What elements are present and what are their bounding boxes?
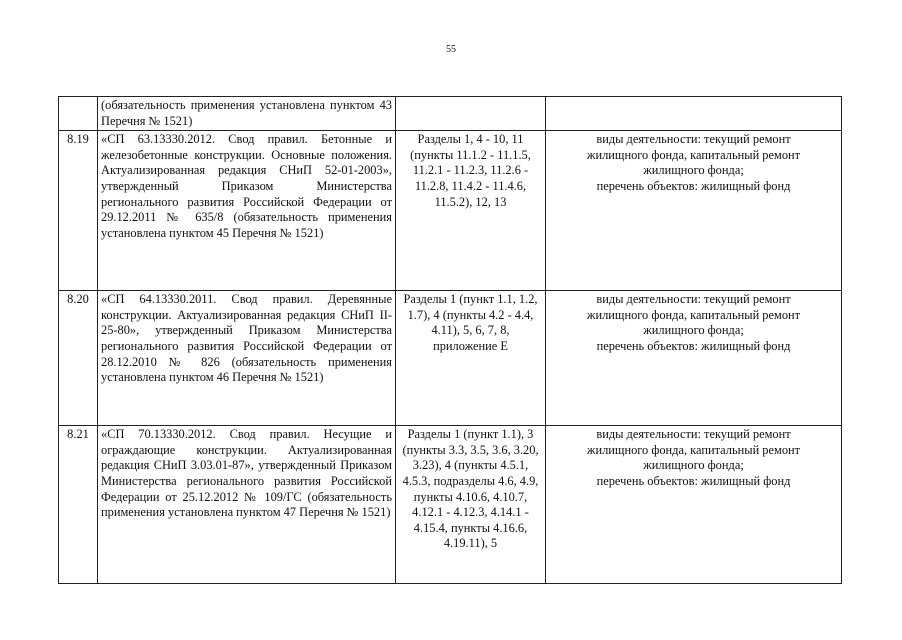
activities-cell <box>546 131 842 291</box>
document-cell: (обязательность применения установлена пунктом 43 Перечня № 1521) <box>98 97 396 131</box>
activity-line: жилищного фонда, капитальный ремонт <box>586 442 801 457</box>
standards-table <box>58 96 842 584</box>
row-number-cell: 8.19 <box>59 131 98 291</box>
document-cell: «СП 70.13330.2012. Свод правил. Несущие и ограждающие конструкции. Актуализированная редакция СНиП 3.03.01-87», утвержденный Приказом Министерства регионального развития Российской Федерации от 25.12.2012 № 109/ГС (обязательность применения установлена пунктом 47 Перечня № 1521) <box>98 426 396 584</box>
activity-line: жилищного фонда; <box>643 323 744 338</box>
activity-line: виды деятельности: текущий ремонт <box>596 292 791 307</box>
objects-line: перечень объектов: жилищный фонд <box>596 338 791 353</box>
sections-cell: Разделы 1 (пункт 1.1, 1.2, 1.7), 4 (пункты 4.2 - 4.4, 4.11), 5, 6, 7, 8, приложение Е <box>396 291 546 426</box>
row-number-cell: 8.21 <box>59 426 98 584</box>
table-row <box>59 131 842 291</box>
activity-line: виды деятельности: текущий ремонт <box>596 427 791 442</box>
objects-line: перечень объектов: жилищный фонд <box>596 473 791 488</box>
activities-cell <box>546 291 842 426</box>
activity-line: жилищного фонда; <box>643 163 744 178</box>
table-row <box>59 291 842 426</box>
document-cell: «СП 64.13330.2011. Свод правил. Деревянные конструкции. Актуализированная редакция СНиП II-25-80», утвержденный Приказом Министерства регионального развития Российской Федерации от 28.12.2010 № 826 (обязательность применения установлена пунктом 46 Перечня № 1521) <box>98 291 396 426</box>
activity-line: виды деятельности: текущий ремонт <box>596 132 791 147</box>
activity-line: жилищного фонда; <box>643 458 744 473</box>
row-number-cell: 8.20 <box>59 291 98 426</box>
table-row <box>59 97 842 131</box>
sections-cell <box>396 97 546 131</box>
sections-cell: Разделы 1 (пункт 1.1), 3 (пункты 3.3, 3.5, 3.6, 3.20, 3.23), 4 (пункты 4.5.1, 4.5.3, подразделы 4.6, 4.9, пункты 4.10.6, 4.10.7, 4.12.1 - 4.12.3, 4.14.1 - 4.15.4, пункты 4.16.6, 4.19.11), 5 <box>396 426 546 584</box>
row-number-cell <box>59 97 98 131</box>
activities-cell <box>546 97 842 131</box>
activities-cell <box>546 426 842 584</box>
page-number: 55 <box>446 44 456 55</box>
document-cell: «СП 63.13330.2012. Свод правил. Бетонные и железобетонные конструкции. Основные положения. Актуализированная редакция СНиП 52-01-2003», утвержденный Приказом Министерства регионального развития Российской Федерации от 29.12.2011 № 635/8 (обязательность применения установлена пунктом 45 Перечня № 1521) <box>98 131 396 291</box>
activity-line: жилищного фонда, капитальный ремонт <box>586 307 801 322</box>
activity-line: жилищного фонда, капитальный ремонт <box>586 147 801 162</box>
sections-cell: Разделы 1, 4 - 10, 11 (пункты 11.1.2 - 11.1.5, 11.2.1 - 11.2.3, 11.2.6 - 11.2.8, 11.4.2 - 11.4.6, 11.5.2), 12, 13 <box>396 131 546 291</box>
objects-line: перечень объектов: жилищный фонд <box>596 178 791 193</box>
table-row <box>59 426 842 584</box>
